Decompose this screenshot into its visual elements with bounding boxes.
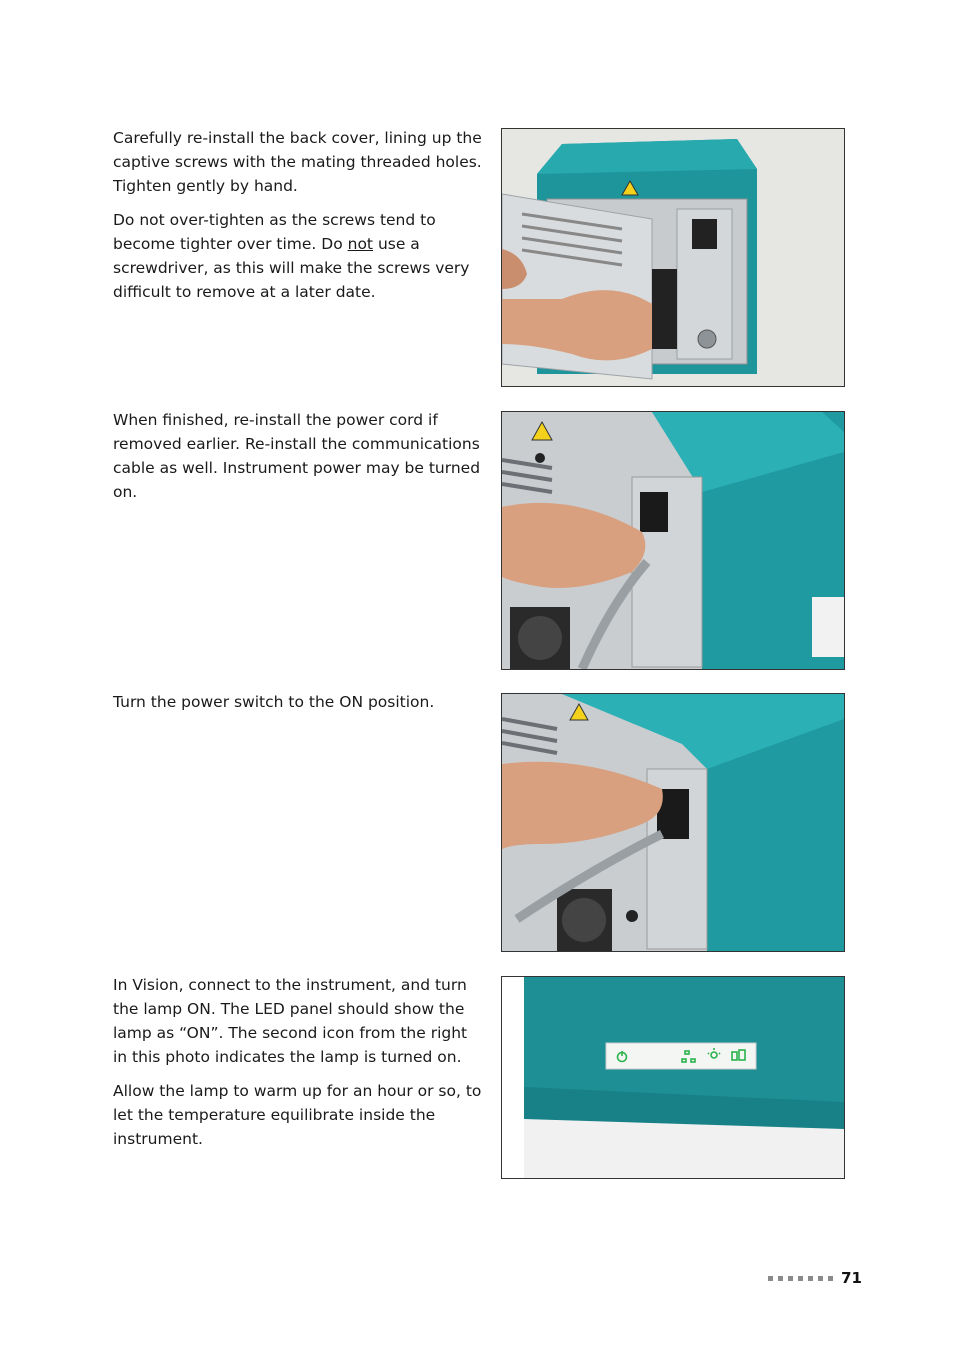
paragraph: Allow the lamp to warm up for an hour or so, to let the temperature equilibrate inside the instrument.: [113, 1082, 482, 1148]
paragraph: Do not over-tighten as the screws tend to become tighter over time. Do not use a screwdriver, as this will make the screws very difficult to remove at a later date.: [113, 211, 470, 301]
paragraph: When finished, re-install the power cord if removed earlier. Re-install the communications cable as well. Instrument power may be turned on.: [113, 411, 481, 501]
paragraph: Turn the power switch to the ON position.: [113, 693, 435, 711]
page-footer: [768, 1269, 862, 1287]
section-4-text: [113, 973, 485, 1161]
photo-power-switch-on: [501, 693, 845, 952]
paragraph: In Vision, connect to the instrument, and turn the lamp ON. The LED panel should show the lamp as “ON”. The second icon from the right in this photo indicates the lamp is turned on.: [113, 976, 468, 1066]
page-number: 71: [841, 1269, 862, 1287]
footer-dots: [768, 1276, 833, 1281]
photo-back-cover-install: [501, 128, 845, 387]
section-3-text: [113, 690, 485, 724]
underlined-word: not: [347, 235, 374, 253]
section-2-text: [113, 408, 485, 514]
paragraph: Carefully re-install the back cover, lining up the captive screws with the mating threaded holes. Tighten gently by hand.: [113, 129, 482, 195]
section-1-text: [113, 126, 485, 314]
photo-led-panel: [501, 976, 845, 1179]
photo-power-cord-install: [501, 411, 845, 670]
